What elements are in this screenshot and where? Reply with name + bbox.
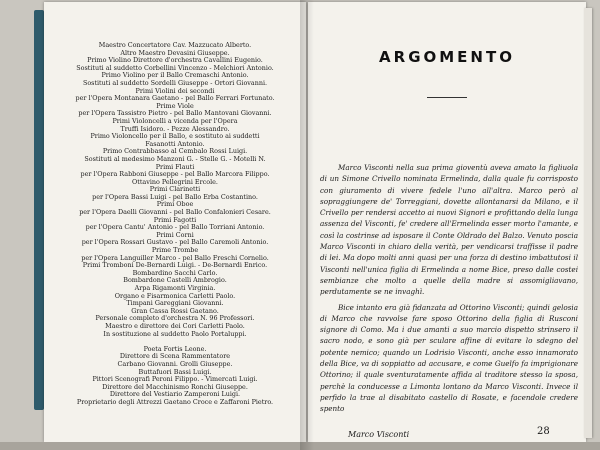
personnel-line: Bombardone Castelli Ambrogio. <box>123 277 227 285</box>
personnel-line: Ottavino Pellegrini Ercole. <box>132 178 218 186</box>
personnel-line: Direttore del Macchinismo Ronchi Giuseppe. <box>102 383 248 391</box>
personnel-line: Organo e Fisarmonica Carletti Paolo. <box>114 292 236 300</box>
personnel-line: per l'Opera Montanara Gaetano - pel Ballo Ferrari Fortunato. <box>75 95 275 103</box>
personnel-line: Bombardino Sacchi Carlo. <box>132 269 218 277</box>
catchword: Marco Visconti <box>348 430 410 439</box>
personnel-line: Direttore di Scena Rammentatore <box>119 353 231 361</box>
personnel-line: Prime Trombe <box>151 247 199 255</box>
page-title: ARGOMENTO <box>379 48 515 66</box>
left-page <box>44 2 306 442</box>
personnel-line: Fasanotti Antonio. <box>145 140 205 148</box>
personnel-line: per l'Opera Daelli Giovanni - pel Ballo Confalonieri Cesare. <box>79 209 271 217</box>
personnel-line: Timpani Gareggiani Giovanni. <box>126 300 224 308</box>
personnel-line: Sostituti al suddetto Corbellini Vincenzo - Melchiori Antonio. <box>76 64 274 72</box>
personnel-line: Pittori Scenografi Peroni Filippo. - Vimercati Luigi. <box>92 376 258 384</box>
personnel-line: Primi Oboe <box>156 201 194 209</box>
personnel-line: Maestro Concertatore Cav. Mazzucato Alberto. <box>98 42 252 49</box>
personnel-line: Truffi Isidoro. - Pezze Alessandro. <box>120 125 230 133</box>
personnel-line: Primi Violini dei secondi <box>135 87 215 95</box>
personnel-line: Primi Clarinetti <box>149 186 201 194</box>
personnel-line: Prime Viole <box>156 102 194 110</box>
personnel-line: Maestro e direttore dei Cori Carletti Paolo. <box>105 322 245 330</box>
personnel-line: Altro Maestro Devasini Giuseppe. <box>120 49 230 57</box>
page-stack-edge <box>584 8 592 438</box>
personnel-line: Primo Violoncello per il Ballo, e sostituto ai suddetti <box>90 133 260 141</box>
title-ornament-rule <box>427 97 467 100</box>
personnel-line: Primo Violino per il Ballo Cremaschi Antonio. <box>101 72 249 80</box>
personnel-line: Primi Corni <box>156 231 194 239</box>
personnel-line: Gran Cassa Rossi Gaetano. <box>131 307 219 315</box>
personnel-line: per l'Opera Tassistro Pietro - pel Ballo Mantovani Giovanni. <box>78 110 272 118</box>
argument-text <box>320 162 578 419</box>
personnel-list <box>44 42 306 407</box>
right-page <box>308 2 586 442</box>
personnel-line: Sostituti al suddetto Sordelli Giuseppe - Ortori Giovanni. <box>82 79 268 87</box>
argument-paragraph: Bice intanto era già fidanzata ad Ottorino Visconti; quindi gelosia di Marco che ravvolse fare sposo Ottorino della figlia di Rusconi signore di Como. Ma i due amanti a suo marcio dispetto strinsero il sacro nodo, e sono già per sculare affine di evitare lo sdegno del potente nemico; quando un Lodrisio Visconti, anche esso innamorato della Bice, va di soppiatto ad accusare, e come Guelfo fa imprigionare Ottorino; il quale sventuratamente affida al traditore stesso la sposa, perchè la conducesse a Limonta lontano da Marco Visconti. Invece il perfido la trae al disabitato castello di Rosate, e facendole credere spento <box>320 302 578 414</box>
personnel-line: Carbano Giovanni. Grolli Giuseppe. <box>117 360 233 368</box>
personnel-line: per l'Opera Rossari Gustavo - pel Ballo Caremoli Antonio. <box>81 239 269 247</box>
personnel-line: per l'Opera Bassi Luigi - pel Ballo Erba Costantino. <box>92 193 258 201</box>
personnel-line: Arpa Rigamonti Virginia. <box>134 285 216 292</box>
book-cover-edge <box>34 10 44 410</box>
personnel-line: Proprietario degli Attrezzi Gaetano Croce e Zaffaroni Pietro. <box>76 398 274 406</box>
personnel-line: Direttore del Vestiario Zamperoni Luigi. <box>109 391 241 399</box>
personnel-line: Primi Tromboni De-Bernardi Luigi. - De-Bernardi Enrico. <box>82 262 268 270</box>
personnel-line <box>44 338 306 346</box>
personnel-line: per l'Opera Cantu' Antonio - pel Ballo Torriani Antonio. <box>85 224 265 232</box>
spine-shadow <box>300 0 314 450</box>
personnel-line: Poeta Fortis Leone. <box>143 345 207 353</box>
personnel-line: Primo Contrabbasso al Cembalo Rossi Luigi. <box>102 148 248 156</box>
personnel-line: per l'Opera Rabboni Giuseppe - pel Ballo Marcora Filippo. <box>80 171 270 179</box>
personnel-line: Sostituti al medesimo Manzoni G. - Stelle G. - Motelli N. <box>84 155 266 163</box>
personnel-line: Primi Flauti <box>155 163 195 171</box>
argument-paragraph: Marco Visconti nella sua prima gioventù aveva amato la figliuola di un Simone Crivello nominata Ermelinda, dalla quale fu corrisposto con giuramento di vivere fedele l'uno all'altra. Marco però al sopraggiungere de' Torreggiani, dovette allontanarsi da Milano, e il Crivello per rendersi accetto ai nuovi Signori e profittando della lunga assenza del Visconti, fe' credere all'Ermelinda esser morto l'amante, e così la costrinse ad isposare il Conte Oldrado del Balzo. Venuto poscia Marco Visconti in chiaro della verità, per vendicarsi traffisse il padre di lei. Ma dopo molti anni quasi per una forza di destino imbattutosi il Visconti nell'unica figlia di Ermelinda a nome Bice, preso dalle costei sembianze che molto a quelle della madre si assomigliavano, perdutamente se ne invaghì. <box>320 163 578 297</box>
personnel-line: Primo Violino Direttore d'orchestra Cavallini Eugenio. <box>87 57 263 65</box>
personnel-line: Buttafuori Bassi Luigi. <box>138 368 212 376</box>
personnel-line: Personale completo d'orchestra N. 96 Professori. <box>95 315 255 323</box>
personnel-line: Primi Fagotti <box>153 216 197 224</box>
personnel-line: In sostituzione al suddetto Paolo Portaluppi. <box>103 330 247 338</box>
personnel-line: per l'Opera Languiller Marco - pel Ballo Freschi Cornelio. <box>81 254 269 262</box>
page-number: 28 <box>537 426 550 437</box>
personnel-line: Primi Violoncelli a vicenda per l'Opera <box>112 117 238 125</box>
